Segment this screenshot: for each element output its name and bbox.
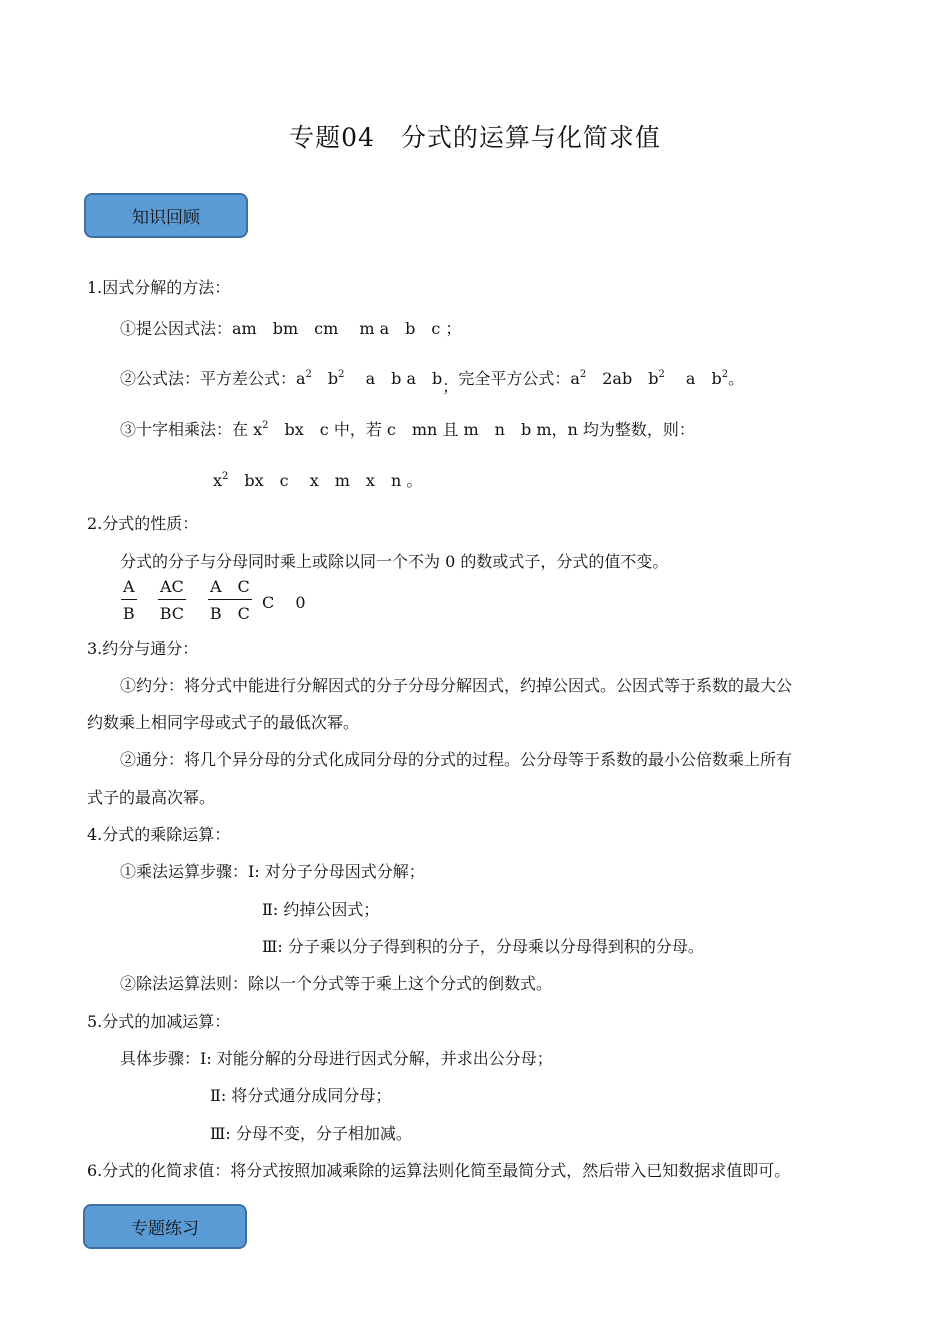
text: a b bbox=[664, 369, 722, 388]
text: x bbox=[213, 471, 223, 490]
exponent: 2 bbox=[721, 369, 729, 380]
add-step-1: 具体步骤：Ⅰ: 对能分解的分母进行因式分解，并求出公分母； bbox=[120, 1049, 553, 1068]
exponent: 2 bbox=[305, 369, 312, 380]
text: 2ab b bbox=[586, 369, 659, 388]
text: 。 bbox=[728, 369, 745, 388]
common-denominator-line2: 式子的最高次幂。 bbox=[87, 788, 216, 807]
method-cross-multiplication bbox=[120, 417, 695, 440]
section-label-text: 专题练习 bbox=[131, 1219, 199, 1239]
method-common-factor: ①提公因式法：am bm cm m a b c ； bbox=[120, 319, 462, 338]
text: a b a b bbox=[344, 369, 443, 388]
fraction-a-over-b bbox=[121, 577, 137, 624]
add-step-2: Ⅱ: 将分式通分成同分母； bbox=[210, 1086, 392, 1105]
separator: ； bbox=[442, 377, 459, 396]
heading-multiply-divide: 4.分式的乘除运算： bbox=[87, 825, 231, 844]
exponent: 2 bbox=[338, 369, 345, 380]
text: bx c x m x n 。 bbox=[228, 471, 423, 490]
numerator: A bbox=[121, 577, 137, 600]
text: ③十字相乘法：在 x bbox=[120, 420, 263, 439]
heading-reduce-and-common-denominator: 3.约分与通分： bbox=[87, 639, 199, 658]
exponent: 2 bbox=[262, 420, 269, 431]
denominator: B bbox=[122, 604, 135, 623]
heading-factorization: 1.因式分解的方法： bbox=[87, 278, 231, 297]
text: ②公式法：平方差公式：a bbox=[120, 369, 306, 388]
heading-add-subtract: 5.分式的加减运算： bbox=[87, 1012, 231, 1031]
division-rule: ②除法运算法则：除以一个分式等于乘上这个分式的倒数式。 bbox=[120, 974, 553, 993]
section-label-review bbox=[84, 193, 248, 238]
exponent: 2 bbox=[658, 369, 665, 380]
common-denominator-line1: ②通分：将几个异分母的分式化成同分母的分式的过程。公分母等于系数的最小公倍数乘上所有 bbox=[120, 750, 793, 769]
method-formula bbox=[120, 366, 745, 396]
fraction-property-text: 分式的分子与分母同时乘上或除以同一个不为 0 的数或式子，分式的值不变。 bbox=[120, 552, 669, 571]
denominator: B C bbox=[209, 604, 250, 623]
heading-fraction-property: 2.分式的性质： bbox=[87, 514, 199, 533]
fraction-ac-over-bc bbox=[158, 577, 186, 624]
exponent: 2 bbox=[222, 471, 229, 482]
section-label-practice bbox=[83, 1204, 247, 1249]
numerator: AC bbox=[158, 577, 186, 600]
fraction-a-div-c-over-b-div-c bbox=[208, 577, 252, 624]
section-label-text: 知识回顾 bbox=[132, 208, 200, 228]
page-title: 专题04 分式的运算与化简求值 bbox=[289, 123, 661, 152]
heading-simplify-evaluate: 6.分式的化简求值：将分式按照加减乘除的运算法则化简至最简分式，然后带入已知数据求值即可。 bbox=[87, 1161, 791, 1180]
multiply-step-3: Ⅲ: 分子乘以分子得到积的分子，分母乘以分母得到积的分母。 bbox=[262, 937, 704, 956]
text: 完全平方公式：a bbox=[458, 369, 580, 388]
fraction-condition: C 0 bbox=[262, 593, 306, 612]
cross-multiplication-formula bbox=[213, 468, 422, 491]
numerator: A C bbox=[208, 577, 252, 600]
multiply-step-1: ①乘法运算步骤：Ⅰ: 对分子分母因式分解； bbox=[120, 862, 425, 881]
multiply-step-2: Ⅱ: 约掉公因式； bbox=[262, 900, 380, 919]
reduce-text-line1: ①约分：将分式中能进行分解因式的分子分母分解因式，约掉公因式。公因式等于系数的最大公 bbox=[120, 676, 793, 695]
reduce-text-line2: 约数乘上相同字母或式子的最低次幂。 bbox=[87, 713, 360, 732]
add-step-3: Ⅲ: 分母不变，分子相加减。 bbox=[210, 1124, 412, 1143]
text: bx c 中，若 c mn 且 m n b m，n 均为整数，则： bbox=[268, 420, 695, 439]
exponent: 2 bbox=[579, 369, 587, 380]
denominator: BC bbox=[159, 604, 185, 623]
text: b bbox=[311, 369, 339, 388]
